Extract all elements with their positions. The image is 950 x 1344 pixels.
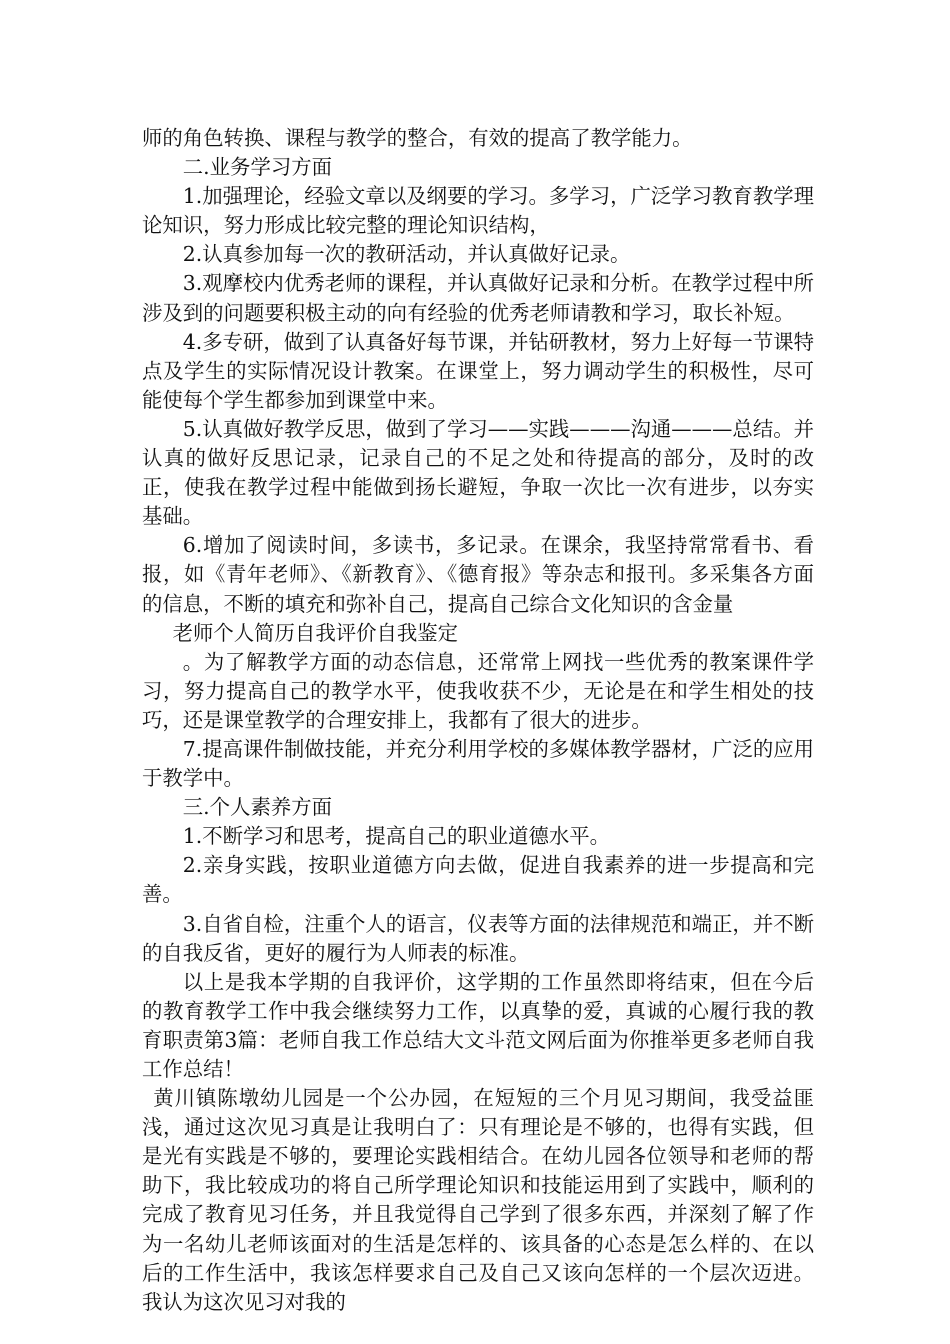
paragraph: 7.提高课件制做技能，并充分利用学校的多媒体教学器材，广泛的应用于教学中。 (142, 736, 814, 791)
section-heading: 二.业务学习方面 (182, 155, 333, 180)
paragraph: 5.认真做好教学反思，做到了学习——实践———沟通———总结。并认真的做好反思记录，记录自己的不足之处和待提高的部分，及时的改正，使我在教学过程中能做到扬长避短，争取一次比一次有进步，以夯实基础。 (142, 416, 814, 529)
inserted-title: 老师个人简历自我评价自我鉴定 (172, 620, 459, 645)
paragraph: 2.认真参加每一次的教研活动，并认真做好记录。 (182, 242, 631, 267)
document-body (142, 124, 814, 1317)
paragraph: 。为了解教学方面的动态信息，还常常上网找一些优秀的教案课件学习，努力提高自己的教学水平，使我收获不少，无论是在和学生相处的技巧，还是课堂教学的合理安排上，我都有了很大的进步。 (142, 649, 814, 732)
paragraph: 1.不断学习和思考，提高自己的职业道德水平。 (182, 824, 611, 849)
paragraph: 黄川镇陈墩幼儿园是一个公办园，在短短的三个月见习期间，我受益匪浅，通过这次见习真是让我明白了：只有理论是不够的，也得有实践，但是光有实践是不够的，要理论实践相结合。在幼儿园各位领导和老师的帮助下，我比较成功的将自己所学理论知识和技能运用到了实践中，顺利的完成了教育见习任务，并且我觉得自己学到了很多东西，并深刻了解了作为一名幼儿老师该面对的生活是怎样的、该具备的心态是怎么样的、在以后的工作生活中，我该怎样要求自己及自己又该向怎样的一个层次迈进。我认为这次见习对我的 (142, 1086, 814, 1314)
paragraph: 2.亲身实践，按职业道德方向去做，促进自我素养的进一步提高和完善。 (142, 853, 814, 907)
paragraph: 4.多专研，做到了认真备好每节课，并钻研教材，努力上好每一节课特点及学生的实际情况设计教案。在课堂上，努力调动学生的积极性，尽可能使每个学生都参加到课堂中来。 (142, 329, 814, 412)
paragraph: 3.自省自检，注重个人的语言，仪表等方面的法律规范和端正，并不断的自我反省，更好的履行为人师表的标准。 (142, 911, 814, 965)
paragraph: 1.加强理论，经验文章以及纲要的学习。多学习，广泛学习教育教学理论知识，努力形成比较完整的理论知识结构， (142, 184, 814, 238)
paragraph: 以上是我本学期的自我评价，这学期的工作虽然即将结束，但在今后的教育教学工作中我会继续努力工作，以真挚的爱，真诚的心履行我的教育职责第3篇：老师自我工作总结大文斗范文网后面为你推举更多老师自我工作总结！ (142, 969, 814, 1081)
paragraph: 3.观摩校内优秀老师的课程，并认真做好记录和分析。在教学过程中所涉及到的问题要积极主动的向有经验的优秀老师请教和学习，取长补短。 (142, 271, 814, 325)
paragraph: 6.增加了阅读时间，多读书，多记录。在课余，我坚持常常看书、看报，如《青年老师》、《新教育》、《德育报》等杂志和报刊。多采集各方面的信息，不断的填充和弥补自己，提高自己综合文化知识的含金量 (142, 533, 814, 616)
paragraph: 师的角色转换、课程与教学的整合，有效的提高了教学能力。 (142, 126, 693, 150)
section-heading: 三.个人素养方面 (182, 795, 333, 820)
